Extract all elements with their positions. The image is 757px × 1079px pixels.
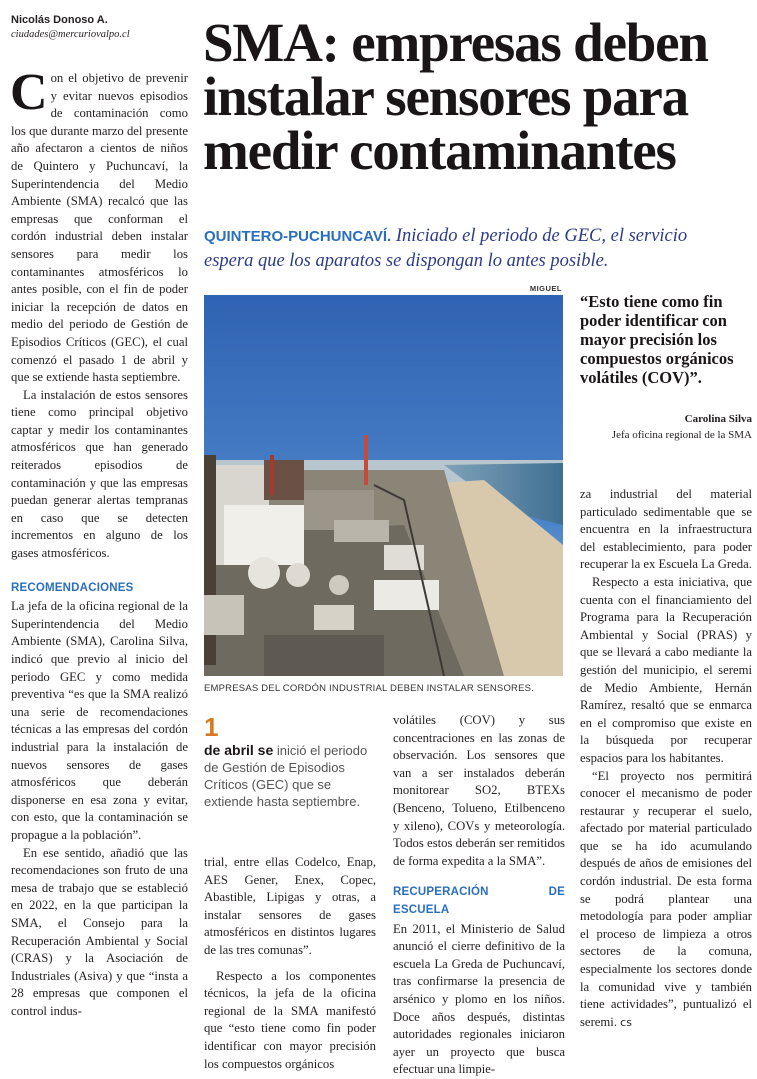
col4-paragraph-1: za industrial del material particulado sedimentable que se encuentra en la infraestructura del establecimiento, para poder recuperar la ex Escuela La Greda.: [580, 487, 752, 572]
col1-paragraph-4: En ese sentido, añadió que las recomendaciones son fruto de una mesa de trabajo que se estableció en 2022, en la que participan la SMA, el Consejo para la Recuperación Ambiental y Social (CRAS) y la Asociación de Industriales (Asiva) y que “insta a 28 empresas que componen el control indus-: [11, 845, 188, 1018]
byline-author: Nicolás Donoso A.: [11, 14, 108, 26]
col2-paragraph-2: Respecto a los componentes técnicos, la jefa de la oficina regional de la SMA manifestó que “esto tiene como fin poder identificar con mayor precisión los compuestos orgánicos: [204, 968, 376, 1071]
headline-line-1: SMA: empresas deben: [203, 12, 708, 73]
col4-paragraph-3: “El proyecto nos permitirá conocer el mecanismo de poder restaurar y recuperar el suelo, afectado por material particulado que se ha ido acumulando después de años de emisiones del cordón industrial. De esta forma se podrá plantear una metodología para poder ampliar el proceso de limpieza a otros sectores de la comuna, especialmente los sectores donde la comunidad vive y también tiene actividades”, puntualizó el seremi. cs: [580, 768, 752, 1029]
deck-kicker: QUINTERO-PUCHUNCAVÍ.: [204, 228, 392, 245]
photo-caption: EMPRESAS DEL CORDÓN INDUSTRIAL DEBEN INSTALAR SENSORES.: [204, 683, 535, 694]
col4-paragraph-2: Respecto a esta iniciativa, que cuenta con el financiamiento del Programa para la Recuperación Ambiental y Social (PRAS) y que se llevará a cabo mediante la gestión del municipio, el seremi de Medio Ambiente, Hernán Ramírez, resaltó que se enmarca en el compromiso que existe en la búsqueda por recuperar espacios para los habitantes.: [580, 574, 752, 765]
col2-paragraph-1: trial, entre ellas Codelco, Enap, AES Gener, Enex, Copec, Abastible, Lipigas y otras, a instalar sensores de gases atmosféricos en distintos lugares de las tres comunas”.: [204, 855, 376, 957]
headline-line-2: instalar sensores para: [203, 66, 688, 127]
industrial-coast-photo: [204, 295, 563, 676]
column-4: [580, 486, 752, 1031]
deck-line-2: espera que los aparatos se dispongan lo antes posible.: [204, 251, 609, 271]
col3-paragraph-2: En 2011, el Ministerio de Salud anunció el cierre definitivo de la escuela La Greda de Puchuncaví, tras confirmarse la presencia de arsénico y plomo en los niños. Doce años después, distintas autoridades regionales iniciaron ayer un proyecto que busca efectuar una limpie-: [393, 921, 565, 1077]
col3-paragraph-1: volátiles (COV) y sus concentraciones en las zonas de observación. Los sensores que van a ser instalados deberán monitorear SO2, BTEXs (Benceno, Tolueno, Etilbenceno y xileno), COVs y meteorología. Todos estos deberán ser remitidos de forma expedita a la SMA”.: [393, 713, 565, 868]
stat-rest: inició el periodo de Gestión de Episodios Críticos (GEC) que se extiende hasta septiembre.: [204, 743, 368, 809]
photo-credit: MIGUEL: [529, 284, 562, 293]
stat-text: [204, 742, 376, 810]
deck-line-1: Iniciado el periodo de GEC, el servicio: [395, 226, 688, 246]
section-head-recomendaciones: RECOMENDACIONES: [11, 581, 134, 594]
stat-box: [204, 712, 376, 810]
stat-bold: de abril se: [204, 742, 274, 758]
deck: [204, 224, 749, 273]
pull-quote-text: “Esto tiene como fin poder identificar con mayor precisión los compuestos orgánicos volátiles (COV)”.: [580, 292, 734, 387]
pull-quote: [580, 292, 752, 441]
stat-number: 1: [204, 712, 219, 742]
col1-paragraph-2: La instalación de estos sensores tiene como principal objetivo captar y medir los contaminantes atmosféricos que han generado reiterados episodios de contaminación y que las empresas puedan generar alertas tempranas en caso que se detecten incrementos en alguno de los gases atmosféricos.: [11, 387, 188, 561]
column-3: [393, 712, 565, 1079]
headline-line-3: medir contaminantes: [203, 120, 676, 181]
byline-email[interactable]: ciudades@mercuriovalpo.cl: [11, 29, 130, 40]
dropcap: C: [10, 64, 48, 121]
column-1: [10, 64, 188, 1020]
pull-quote-author: Carolina Silva: [684, 413, 752, 425]
headline: [203, 12, 753, 181]
col1-paragraph-1: Con el objetivo de prevenir y evitar nuevos episodios de contaminación como los que durante marzo del presente año afectaron a cientos de niños de Quintero y Puchuncaví, la Superintendencia del Medio Ambiente (SMA) recalcó que las empresas que conforman el cordón industrial deben instalar sensores para medir los contaminantes atmosféricos lo antes posible, con el fin de poder iniciar la recepción de datos en medio del periodo de Gestión de Episodios Críticos (GEC), el cual comenzó el pasado 1 de abril y que se extiende hasta septiembre.: [10, 64, 188, 385]
byline: [11, 14, 191, 40]
col1-paragraph-3: La jefa de la oficina regional de la Superintendencia del Medio Ambiente (SMA), Carolina Silva, indicó que previo al inicio del periodo GEC y como medida preventiva “es que la SMA realizó una serie de recomendaciones técnicas a las empresas del cordón industrial para la instalación de nuevos sensores de gases atmosféricos que deberán disponerse en esa zona y evitar, con esto, que la contaminación se propague a la población”.: [11, 599, 188, 842]
section-head-recuperacion: RECUPERACIÓN DE ESCUELA: [393, 886, 565, 916]
pull-quote-role: Jefa oficina regional de la SMA: [611, 429, 752, 441]
end-mark-icon: cs: [620, 1015, 632, 1029]
column-2: [204, 854, 376, 1073]
